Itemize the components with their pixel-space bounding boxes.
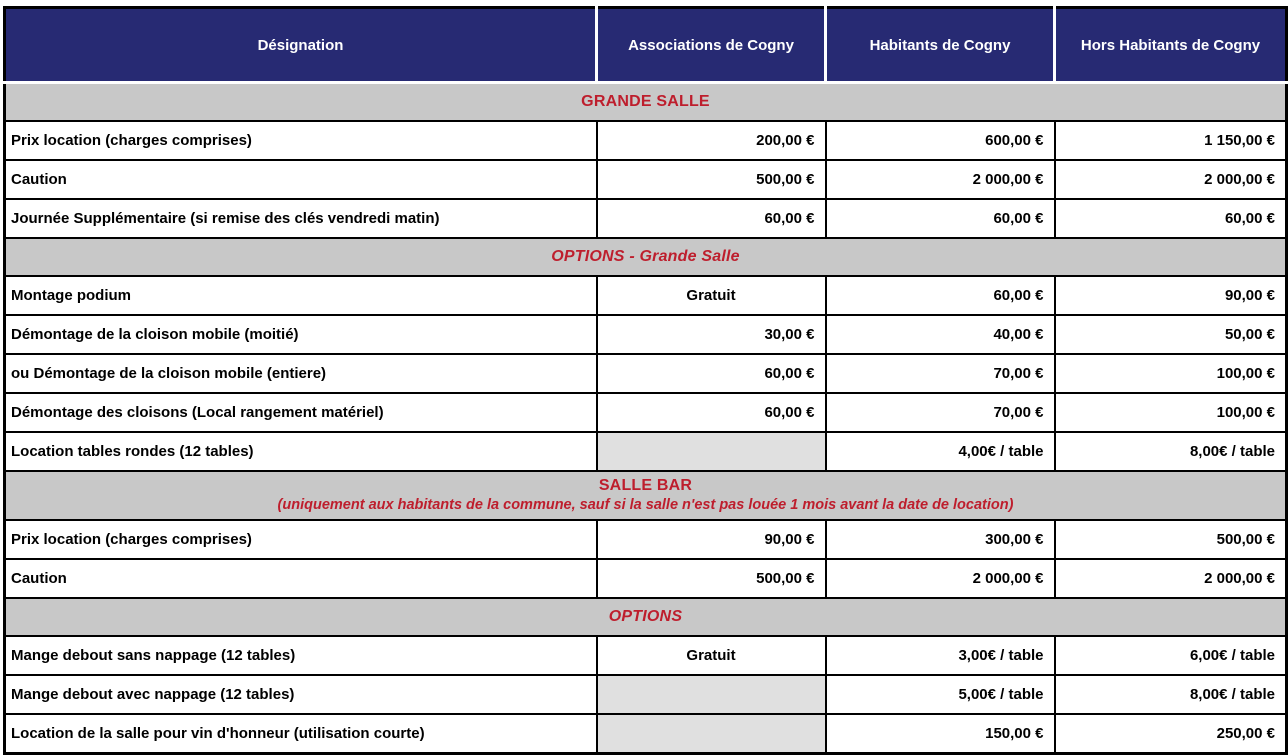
row-label: Location de la salle pour vin d'honneur (utilisation courte) <box>5 714 597 754</box>
price-cell: 4,00€ / table <box>826 432 1055 471</box>
price-cell: 300,00 € <box>826 520 1055 559</box>
price-cell: 60,00 € <box>826 276 1055 315</box>
price-cell: 50,00 € <box>1055 315 1287 354</box>
price-cell: 200,00 € <box>597 121 826 160</box>
column-header-associations: Associations de Cogny <box>597 8 826 83</box>
price-cell: 2 000,00 € <box>1055 160 1287 199</box>
section-header-row <box>5 598 1287 636</box>
price-cell: 30,00 € <box>597 315 826 354</box>
table-header <box>5 8 1287 83</box>
table-row <box>5 199 1287 238</box>
header-row <box>5 8 1287 83</box>
section-header-cell <box>5 238 1287 276</box>
table-row <box>5 432 1287 471</box>
price-cell: 60,00 € <box>597 393 826 432</box>
row-label: Prix location (charges comprises) <box>5 121 597 160</box>
price-cell: 3,00€ / table <box>826 636 1055 675</box>
table-row <box>5 520 1287 559</box>
row-label: Location tables rondes (12 tables) <box>5 432 597 471</box>
price-cell: 2 000,00 € <box>826 559 1055 598</box>
row-label: Caution <box>5 160 597 199</box>
price-cell: 60,00 € <box>597 199 826 238</box>
section-title: OPTIONS <box>608 607 683 625</box>
price-cell: 150,00 € <box>826 714 1055 754</box>
price-cell: 1 150,00 € <box>1055 121 1287 160</box>
empty-price-cell <box>597 714 826 754</box>
price-cell: 60,00 € <box>826 199 1055 238</box>
empty-price-cell <box>597 432 826 471</box>
price-cell: 60,00 € <box>1055 199 1287 238</box>
table-body <box>5 83 1287 754</box>
table-row <box>5 276 1287 315</box>
column-header-designation: Désignation <box>5 8 597 83</box>
row-label: Caution <box>5 559 597 598</box>
price-cell: 100,00 € <box>1055 393 1287 432</box>
section-header-cell <box>5 598 1287 636</box>
row-label: Montage podium <box>5 276 597 315</box>
section-title: GRANDE SALLE <box>581 92 710 110</box>
price-cell: 500,00 € <box>597 160 826 199</box>
price-cell: Gratuit <box>597 276 826 315</box>
price-cell: 250,00 € <box>1055 714 1287 754</box>
price-cell: 8,00€ / table <box>1055 675 1287 714</box>
row-label: Mange debout sans nappage (12 tables) <box>5 636 597 675</box>
price-cell: 6,00€ / table <box>1055 636 1287 675</box>
price-cell: 8,00€ / table <box>1055 432 1287 471</box>
table-row <box>5 160 1287 199</box>
table-row <box>5 315 1287 354</box>
price-cell: 100,00 € <box>1055 354 1287 393</box>
row-label: Journée Supplémentaire (si remise des clés vendredi matin) <box>5 199 597 238</box>
empty-price-cell <box>597 675 826 714</box>
table-row <box>5 559 1287 598</box>
row-label: Démontage des cloisons (Local rangement matériel) <box>5 393 597 432</box>
section-header-row <box>5 83 1287 122</box>
section-title: OPTIONS - Grande Salle <box>551 247 740 265</box>
price-cell: 70,00 € <box>826 393 1055 432</box>
table-row <box>5 636 1287 675</box>
table-row <box>5 393 1287 432</box>
price-cell: 2 000,00 € <box>826 160 1055 199</box>
section-subtitle: (uniquement aux habitants de la commune, sauf si la salle n'est pas louée 1 mois avant la date de location) <box>277 497 1014 513</box>
price-cell: 90,00 € <box>1055 276 1287 315</box>
section-title: SALLE BAR <box>598 477 693 494</box>
table-row <box>5 714 1287 754</box>
rental-tariff-table <box>3 6 1288 755</box>
price-cell: 60,00 € <box>597 354 826 393</box>
column-header-habitants: Habitants de Cogny <box>826 8 1055 83</box>
price-cell: 500,00 € <box>597 559 826 598</box>
table-row <box>5 121 1287 160</box>
price-cell: Gratuit <box>597 636 826 675</box>
section-header-cell <box>5 83 1287 122</box>
row-label: ou Démontage de la cloison mobile (entiere) <box>5 354 597 393</box>
price-cell: 600,00 € <box>826 121 1055 160</box>
price-cell: 40,00 € <box>826 315 1055 354</box>
column-header-hors-habitants: Hors Habitants de Cogny <box>1055 8 1287 83</box>
price-cell: 2 000,00 € <box>1055 559 1287 598</box>
row-label: Prix location (charges comprises) <box>5 520 597 559</box>
price-cell: 5,00€ / table <box>826 675 1055 714</box>
section-header-cell <box>5 471 1287 520</box>
price-cell: 70,00 € <box>826 354 1055 393</box>
table-row <box>5 675 1287 714</box>
section-header-row <box>5 471 1287 520</box>
price-cell: 90,00 € <box>597 520 826 559</box>
row-label: Mange debout avec nappage (12 tables) <box>5 675 597 714</box>
section-header-row <box>5 238 1287 276</box>
price-cell: 500,00 € <box>1055 520 1287 559</box>
row-label: Démontage de la cloison mobile (moitié) <box>5 315 597 354</box>
table-row <box>5 354 1287 393</box>
